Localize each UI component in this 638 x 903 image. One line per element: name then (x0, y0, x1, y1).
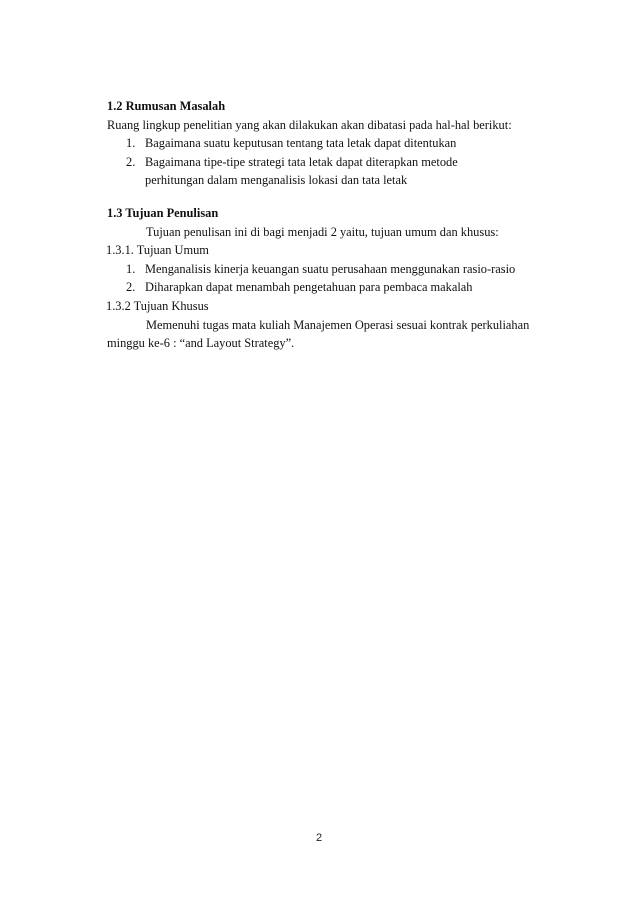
tujuan-khusus-para-line-1: Memenuhi tugas mata kuliah Manajemen Operasi sesuai kontrak perkuliahan (146, 317, 530, 332)
list-number: 2. (126, 154, 136, 169)
rumusan-intro: Ruang lingkup penelitian yang akan dilakukan akan dibatasi pada hal-hal berikut: (107, 117, 512, 132)
list-text: Bagaimana tipe-tipe strategi tata letak dapat diterapkan metode (145, 154, 458, 169)
list-text: Diharapkan dapat menambah pengetahuan para pembaca makalah (145, 280, 473, 295)
subheading-tujuan-umum: 1.3.1. Tujuan Umum (106, 243, 209, 258)
rumusan-item-1 (107, 134, 557, 153)
subheading-tujuan-khusus: 1.3.2 Tujuan Khusus (106, 298, 209, 313)
rumusan-item-2-continuation: perhitungan dalam menganalisis lokasi dan tata letak (145, 173, 408, 188)
tujuan-umum-item-2 (107, 278, 557, 297)
list-text: Bagaimana suatu keputusan tentang tata letak dapat ditentukan (145, 136, 457, 151)
tujuan-umum-item-1 (107, 260, 557, 279)
page-number: 2 (315, 832, 323, 844)
rumusan-item-2 (107, 153, 557, 172)
list-number: 2. (126, 280, 136, 295)
list-text: Menganalisis kinerja keuangan suatu perusahaan menggunakan rasio-rasio (145, 261, 516, 276)
section-gap (107, 190, 557, 204)
list-number: 1. (126, 136, 136, 151)
tujuan-intro: Tujuan penulisan ini di bagi menjadi 2 yaitu, tujuan umum dan khusus: (146, 224, 499, 239)
section-heading-rumusan-masalah: 1.2 Rumusan Masalah (107, 99, 226, 113)
list-number: 1. (126, 261, 136, 276)
tujuan-khusus-para-line-2: minggu ke-6 : “and Layout Strategy”. (107, 336, 295, 351)
page-content (107, 97, 557, 353)
section-heading-tujuan-penulisan: 1.3 Tujuan Penulisan (107, 205, 219, 220)
